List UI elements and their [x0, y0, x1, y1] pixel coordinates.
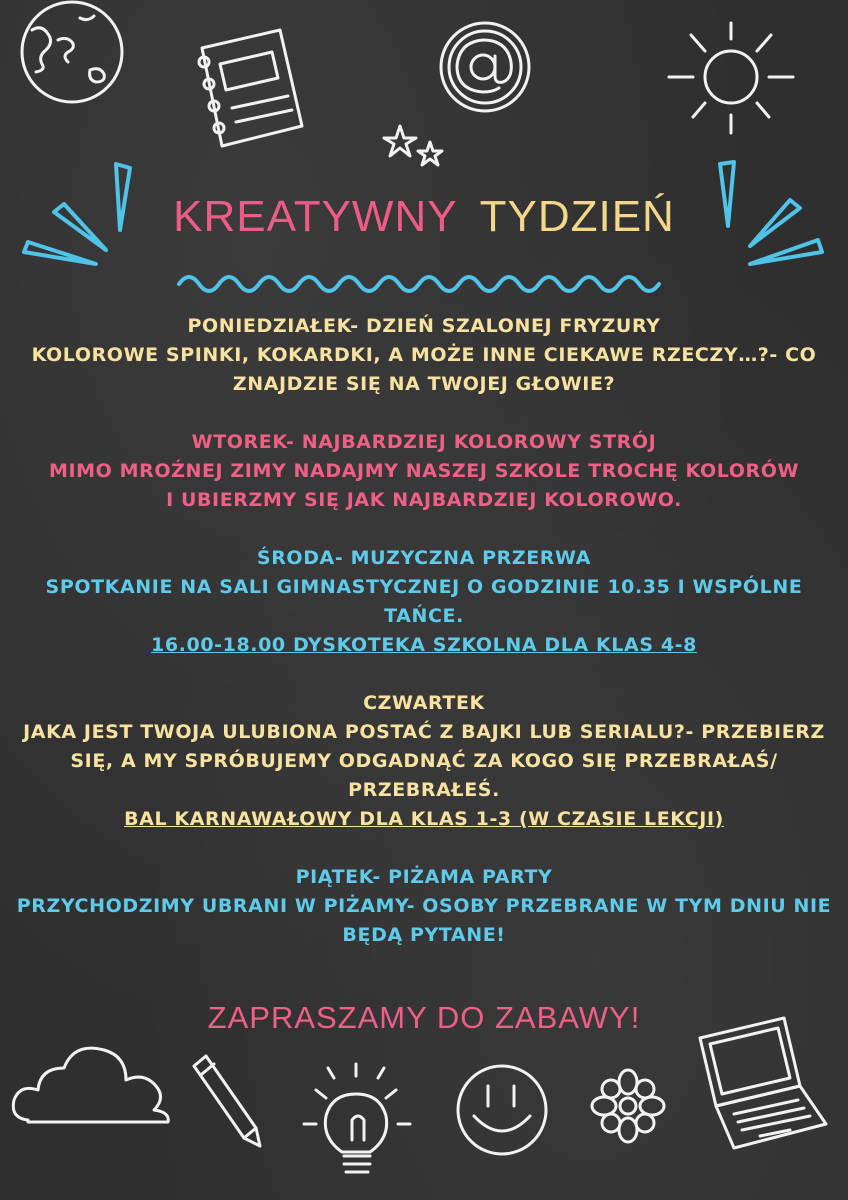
- thursday-section: [0, 689, 848, 834]
- thursday-text-line: SIĘ, A MY SPRÓBUJEMY ODGADNĄĆ ZA KOGO SIĘ PRZEBRAŁAŚ/: [70, 750, 778, 772]
- smiley-icon: [452, 1060, 552, 1160]
- thursday-ball-line: BAL KARNAWAŁOWY DLA KLAS 1-3 (W CZASIE LEKCJI): [124, 808, 724, 830]
- flower-icon: [590, 1068, 666, 1144]
- cloud-icon: [8, 1040, 193, 1130]
- friday-section: [0, 863, 848, 950]
- thursday-text-line: PRZEBRAŁEŚ.: [348, 779, 500, 801]
- wednesday-text-line: TAŃCE.: [384, 605, 464, 627]
- tuesday-section: [0, 428, 848, 515]
- monday-text-line: KOLOROWE SPINKI, KOKARDKI, A MOŻE INNE CIEKAWE RZECZY…?- CO: [31, 344, 817, 366]
- wednesday-section: [0, 544, 848, 660]
- lightbulb-icon: [298, 1060, 418, 1190]
- zigzag-underline: [175, 266, 670, 300]
- closing-invitation: ZAPRASZAMY DO ZABAWY!: [207, 1000, 641, 1035]
- sun-icon: [655, 5, 805, 145]
- monday-section: [0, 312, 848, 399]
- page-title: [0, 192, 848, 242]
- friday-text-line: BĘDĄ PYTANE!: [342, 924, 506, 946]
- at-sign-icon: [430, 12, 540, 122]
- schedule: [0, 312, 848, 979]
- globe-icon: [10, 0, 130, 110]
- monday-text-line: ZNAJDZIE SIĘ NA TWOJEJ GŁOWIE?: [232, 373, 616, 395]
- monday-heading: PONIEDZIAŁEK- DZIEŃ SZALONEJ FRYZURY: [187, 315, 661, 337]
- stars-icon: [380, 122, 450, 172]
- friday-text-line: PRZYCHODZIMY UBRANI W PIŻAMY- OSOBY PRZEBRANE W TYM DNIU NIE: [16, 895, 832, 917]
- tuesday-heading: WTOREK- NAJBARDZIEJ KOLOROWY STRÓJ: [191, 431, 657, 453]
- laptop-icon: [694, 1014, 834, 1154]
- thursday-heading: CZWARTEK: [363, 692, 485, 714]
- wednesday-text-line: SPOTKANIE NA SALI GIMNASTYCZNEJ O GODZINIE 10.35 I WSPÓLNE: [45, 576, 803, 598]
- title-word-1: KREATYWNY: [173, 192, 458, 241]
- tuesday-text-line: I UBIERZMY SIĘ JAK NAJBARDZIEJ KOLOROWO.: [166, 489, 682, 511]
- wednesday-heading: ŚRODA- MUZYCZNA PRZERWA: [256, 547, 592, 569]
- tuesday-text-line: MIMO MROŹNEJ ZIMY NADAJMY NASZEJ SZKOLE TROCHĘ KOLORÓW: [48, 460, 800, 482]
- friday-heading: PIĄTEK- PIŻAMA PARTY: [295, 866, 553, 888]
- wednesday-disco-line: 16.00-18.00 DYSKOTEKA SZKOLNA DLA KLAS 4-8: [151, 634, 697, 656]
- title-word-2: TYDZIEŃ: [479, 192, 675, 241]
- notebook-icon: [192, 18, 312, 158]
- thursday-text-line: JAKA JEST TWOJA ULUBIONA POSTAĆ Z BAJKI LUB SERIALU?- PRZEBIERZ: [23, 721, 825, 743]
- pencil-icon: [188, 1052, 270, 1152]
